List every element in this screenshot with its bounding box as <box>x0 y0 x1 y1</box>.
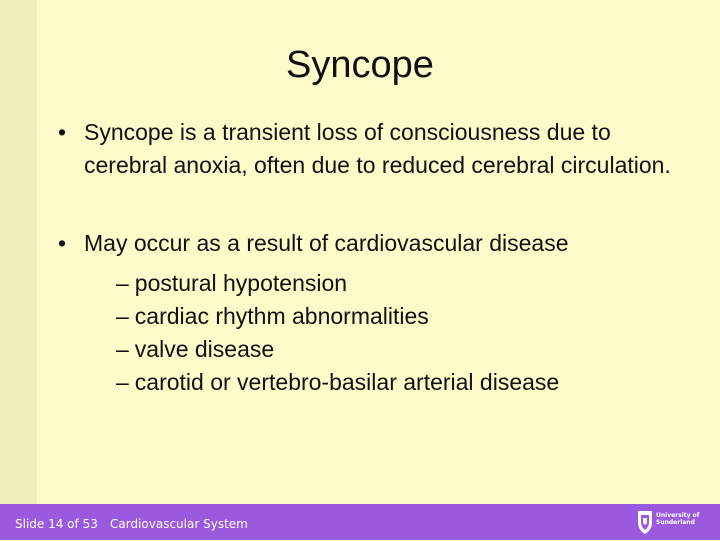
sub-list <box>84 267 698 399</box>
sub-item: – cardiac rhythm abnormalities <box>116 303 429 329</box>
bullet-text: May occur as a result of cardiovascular disease <box>84 230 569 256</box>
university-shield-icon <box>636 508 654 536</box>
slide-title: Syncope <box>286 44 434 86</box>
bullet-dot-icon: • <box>58 119 67 145</box>
bullet-list <box>58 116 698 399</box>
dash-icon: – <box>116 336 129 362</box>
university-logo <box>636 508 716 536</box>
slide-number: Slide 14 of 53 <box>15 517 98 531</box>
course-title: Cardiovascular System <box>110 517 248 531</box>
bullet-item <box>58 227 698 399</box>
dash-icon: – <box>116 369 129 395</box>
dash-icon: – <box>116 270 129 296</box>
bullet-dot-icon: • <box>58 230 67 256</box>
bullet-text: Syncope is a transient loss of consciousness due to cerebral anoxia, often due to reduced cerebral circulation. <box>84 119 671 178</box>
dash-icon: – <box>116 303 129 329</box>
footer-bar <box>0 504 720 540</box>
sub-item: – carotid or vertebro-basilar arterial disease <box>116 369 560 395</box>
sub-item: – valve disease <box>116 336 275 362</box>
bullet-item <box>58 116 698 182</box>
sub-item: – postural hypotension <box>116 270 348 296</box>
logo-text: University of Sunderland <box>656 512 700 526</box>
left-margin-band <box>0 0 37 540</box>
